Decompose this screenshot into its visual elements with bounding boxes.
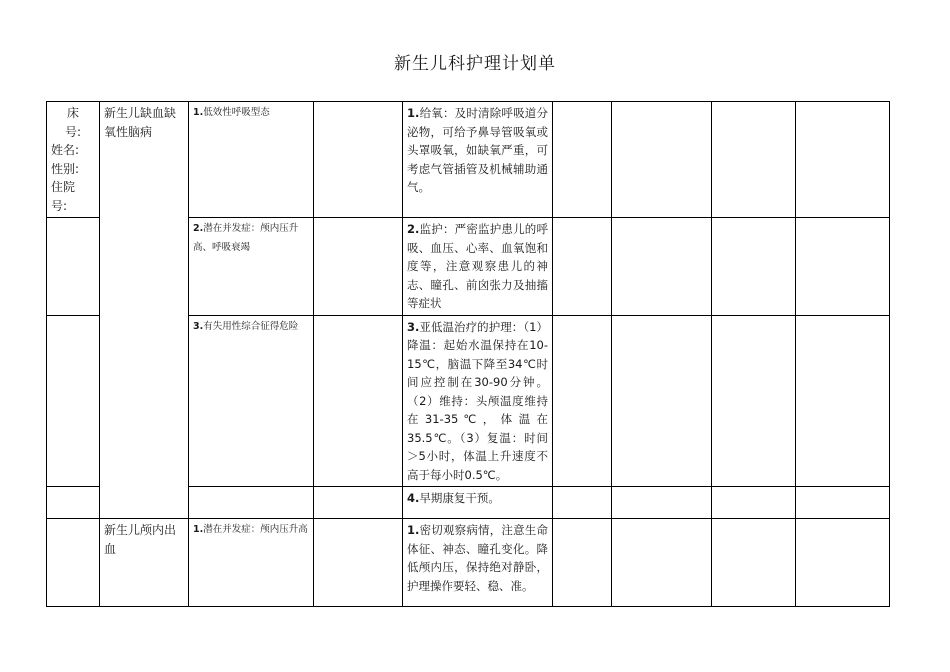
measure-number: 1. bbox=[407, 523, 420, 537]
empty-cell bbox=[47, 218, 100, 316]
problem-text: 有失用性综合征得危险 bbox=[203, 320, 299, 332]
empty-cell bbox=[612, 218, 712, 316]
problem-cell bbox=[189, 519, 314, 607]
empty-cell bbox=[47, 315, 100, 487]
empty-cell bbox=[612, 487, 712, 519]
measure-number: 3. bbox=[407, 319, 420, 334]
problem-text: 潜在并发症：颅内压升高 bbox=[203, 524, 308, 535]
diagnosis-cell: 新生儿缺血缺氧性脑病 bbox=[100, 102, 189, 519]
empty-cell bbox=[796, 218, 890, 316]
empty-cell bbox=[612, 315, 712, 487]
empty-cell bbox=[712, 487, 796, 519]
measure-cell bbox=[403, 315, 553, 487]
empty-cell bbox=[553, 218, 612, 316]
measure-cell bbox=[403, 218, 553, 316]
problem-text: 潜在并发症：颅内压升高、呼吸衰竭 bbox=[193, 223, 299, 253]
empty-cell bbox=[712, 519, 796, 607]
name-label: 姓名: bbox=[51, 143, 80, 157]
table-row bbox=[47, 519, 890, 607]
nursing-plan-table bbox=[46, 101, 890, 607]
empty-cell bbox=[796, 102, 890, 218]
measure-cell bbox=[403, 519, 553, 607]
empty-cell bbox=[47, 519, 100, 607]
empty-cell bbox=[796, 487, 890, 519]
measure-text: 监护：严密监护患儿的呼吸、血压、心率、血氧饱和度等，注意观察患儿的神志、瞳孔、前囟张力及抽搐等症状 bbox=[407, 222, 548, 310]
bed-label-cont: 号: bbox=[64, 124, 82, 139]
empty-cell bbox=[314, 519, 403, 607]
problem-number: 3. bbox=[193, 320, 204, 332]
problem-cell bbox=[189, 218, 314, 316]
empty-cell bbox=[796, 315, 890, 487]
measure-text: 早期康复干预。 bbox=[419, 491, 500, 505]
problem-number: 1. bbox=[193, 107, 204, 118]
problem-cell bbox=[189, 102, 314, 218]
empty-cell bbox=[612, 519, 712, 607]
problem-cell bbox=[189, 315, 314, 487]
empty-cell bbox=[553, 102, 612, 218]
measure-cell bbox=[403, 487, 553, 519]
empty-cell bbox=[553, 519, 612, 607]
measure-number: 2. bbox=[407, 222, 420, 236]
empty-cell bbox=[47, 487, 100, 519]
measure-cell bbox=[403, 102, 553, 218]
measure-number: 4. bbox=[407, 491, 420, 505]
empty-cell bbox=[553, 487, 612, 519]
problem-number: 2. bbox=[193, 223, 204, 234]
problem-cell bbox=[189, 487, 314, 519]
problem-number: 1. bbox=[193, 524, 204, 535]
empty-cell bbox=[553, 315, 612, 487]
empty-cell bbox=[796, 519, 890, 607]
patient-info-cell bbox=[47, 102, 100, 218]
measure-text: 给氧：及时清除呼吸道分泌物，可给予鼻导管吸氧或头罩吸氧，如缺氧严重，可考虑气管插管及机械辅助通气。 bbox=[407, 106, 548, 194]
measure-number: 1. bbox=[407, 106, 420, 120]
empty-cell bbox=[712, 315, 796, 487]
empty-cell bbox=[314, 487, 403, 519]
page-title: 新生儿科护理计划单 bbox=[394, 54, 556, 74]
measure-text: 亚低温治疗的护理：（1）降温：起始水温保持在10-15℃，脑温下降至34℃时间应控制在30-90分钟。（2）维持：头颅温度维持在 31-35 ℃ ， 体 温 在35.5℃。（3）复温：时间＞5小时，体温上升速度不高于每小时0.5℃。 bbox=[407, 319, 548, 482]
measure-text: 密切观察病情，注意生命体征、神态、瞳孔变化。降低颅内压，保持绝对静卧，护理操作要轻、稳、准。 bbox=[407, 523, 548, 593]
empty-cell bbox=[612, 102, 712, 218]
diagnosis-cell: 新生儿颅内出血 bbox=[100, 519, 189, 607]
gender-label: 性别: bbox=[51, 161, 80, 176]
admission-label: 住院 bbox=[51, 180, 76, 194]
empty-cell bbox=[314, 315, 403, 487]
empty-cell bbox=[712, 102, 796, 218]
empty-cell bbox=[712, 218, 796, 316]
admission-label-cont: 号: bbox=[51, 198, 68, 213]
empty-cell bbox=[314, 102, 403, 218]
empty-cell bbox=[314, 218, 403, 316]
table-row bbox=[47, 102, 890, 218]
bed-label: 床 bbox=[66, 106, 79, 120]
problem-text: 低效性呼吸型态 bbox=[203, 107, 270, 118]
